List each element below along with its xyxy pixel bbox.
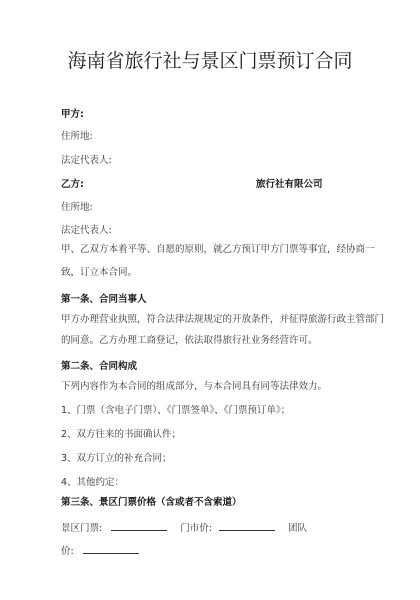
group-price-row [61,543,139,559]
group-price-label: 价: [61,546,74,557]
scenic-ticket-blank[interactable] [111,520,167,531]
article2-heading: 第二条、合同构成 [61,361,138,372]
article2-item-2: 2、双方往来的书面确认件； [61,429,182,440]
article2-item-3: 3、双方订立的补充合同； [61,453,172,464]
document-title: 海南省旅行社与景区门票预订合同 [67,50,353,72]
article2-line-1: 下列内容作为本合同的组成部分，与本合同具有同等法律效力。 [61,381,328,392]
scenic-ticket-label: 景区门票: [61,523,103,534]
party-a-rep-label: 法定代表人: [61,155,112,166]
group-label: 团队 [288,523,308,534]
group-price-blank[interactable] [83,543,139,554]
article3-heading: 第三条、景区门票价格（含或者不含索道） [61,497,242,508]
gate-price-label: 门市价: [180,523,212,534]
article2-item-4: 4、其他约定： [61,477,125,488]
article2-item-1: 1、门票（含电子门票）、《门票签单》、《门票预订单》； [61,405,291,416]
party-a-label: 甲方: [61,109,84,120]
party-b-label: 乙方: [61,179,84,190]
article1-heading: 第一条、合同当事人 [61,294,147,305]
article1-line-1: 甲方办理营业执照，符合法律法规规定的开放条件，并征得旅游行政主管部门 [61,314,385,325]
party-b-address-label: 住所地: [61,202,93,213]
gate-price-blank[interactable] [219,520,275,531]
party-a-address-label: 住所地: [61,131,93,142]
intro-line-1: 甲、乙双方本着平等、自愿的原则，就乙方预订甲方门票等事宜，经协商一 [61,244,375,255]
ticket-price-row [61,520,307,536]
party-b-rep-label: 法定代表人: [61,225,112,236]
intro-line-2: 致，订立本合同。 [61,267,138,278]
party-b-company: 旅行社有限公司 [256,179,323,190]
article1-line-2: 的同意。乙方办理工商登记，依法取得旅行社业务经营许可。 [61,335,318,346]
